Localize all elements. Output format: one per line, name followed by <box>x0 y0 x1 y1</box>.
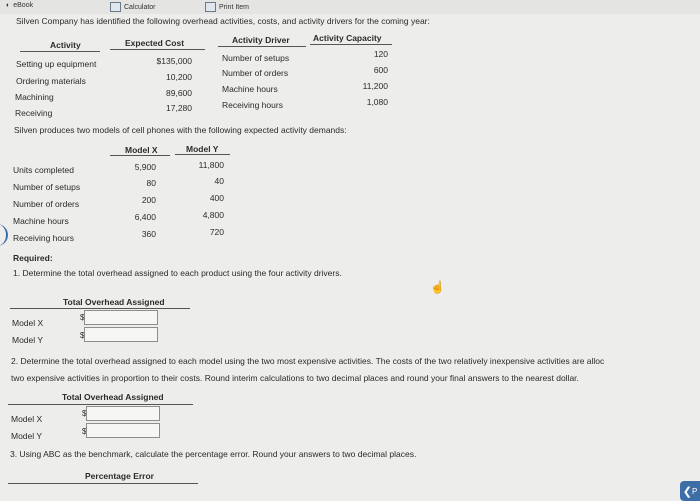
rule <box>8 483 198 484</box>
demand-label: Machine hours <box>13 216 69 226</box>
demand-label: Receiving hours <box>13 233 74 243</box>
header-model-y: Model Y <box>186 144 219 154</box>
activity-driver: Machine hours <box>222 84 278 94</box>
header-model-x: Model X <box>125 145 158 155</box>
q2-model-x-input[interactable] <box>86 406 160 421</box>
activity-name: Receiving <box>15 108 53 118</box>
q2-model-x-label: Model X <box>11 414 43 424</box>
rule <box>310 44 392 45</box>
rule <box>10 308 190 309</box>
q2-table-header: Total Overhead Assigned <box>62 392 164 402</box>
q3-text: 3. Using ABC as the benchmark, calculate the percentage error. Round your answers to two decimal places. <box>10 449 417 459</box>
activity-driver: Receiving hours <box>222 100 283 110</box>
expected-cost: 10,200 <box>166 72 192 82</box>
q2-model-x-currency: $ <box>82 409 87 418</box>
q2-model-y-currency: $ <box>82 427 87 436</box>
chevron-left-icon: ❮ <box>682 485 692 498</box>
model-y-value: 11,800 <box>198 160 224 170</box>
model-x-value: 200 <box>141 195 156 205</box>
print-item-link[interactable] <box>205 2 249 12</box>
calculator-link[interactable] <box>110 2 156 12</box>
header-activity-driver: Activity Driver <box>232 35 290 45</box>
demand-label: Number of orders <box>13 199 80 209</box>
rule <box>110 49 205 50</box>
header-activity: Activity <box>50 40 81 50</box>
print-label: Print Item <box>219 3 249 11</box>
demand-label: Number of setups <box>13 182 81 192</box>
models-intro-text: Silven produces two models of cell phones with the following expected activity demands: <box>14 125 347 135</box>
activity-driver: Number of orders <box>222 68 289 78</box>
rule <box>110 155 170 156</box>
q3-table-header: Percentage Error <box>85 471 154 481</box>
q2-text-line2: two expensive activities in proportion to their costs. Round interim calculations to two decimal places and round your final answers to the nearest dollar. <box>11 373 579 383</box>
expected-cost: 17,280 <box>166 103 192 113</box>
activity-name: Ordering materials <box>16 76 86 86</box>
activity-capacity: 120 <box>373 49 388 59</box>
next-page-label: P <box>691 486 698 496</box>
q1-table-header: Total Overhead Assigned <box>63 297 165 307</box>
q1-text: 1. Determine the total overhead assigned to each product using the four activity drivers. <box>13 268 342 278</box>
rule <box>218 46 306 47</box>
ebook-link[interactable] <box>6 2 33 9</box>
collapse-toggle[interactable] <box>0 224 8 246</box>
rule <box>8 404 193 405</box>
demand-label: Units completed <box>13 165 74 175</box>
model-y-value: 40 <box>214 176 224 186</box>
q1-model-y-currency: $ <box>80 331 85 340</box>
expected-cost: 89,600 <box>166 88 192 98</box>
intro-text: Silven Company has identified the following overhead activities, costs, and activity drivers for the coming year: <box>16 16 430 26</box>
q2-model-y-label: Model Y <box>11 431 43 441</box>
header-expected-cost: Expected Cost <box>125 38 185 48</box>
model-x-value: 5,900 <box>134 162 156 172</box>
header-activity-capacity: Activity Capacity <box>313 33 382 43</box>
activity-name: Setting up equipment <box>16 59 97 69</box>
calculator-icon <box>110 2 121 12</box>
rule <box>20 51 100 52</box>
model-y-value: 720 <box>209 227 224 237</box>
q1-model-x-label: Model X <box>12 318 44 328</box>
top-toolbar <box>0 0 700 14</box>
model-y-value: 400 <box>209 193 224 203</box>
activity-name: Machining <box>15 92 54 102</box>
required-heading: Required: <box>13 253 53 263</box>
q2-text-line1: 2. Determine the total overhead assigned to each model using the two most expensive activities. The costs of the two relatively inexpensive activities are alloc <box>11 356 605 366</box>
model-y-value: 4,800 <box>202 210 224 220</box>
print-icon <box>205 2 216 12</box>
q2-model-y-input[interactable] <box>86 423 160 438</box>
q1-model-x-currency: $ <box>80 313 85 322</box>
model-x-value: 360 <box>141 229 156 239</box>
mouse-cursor-icon: ☝ <box>430 280 445 294</box>
book-icon: ◐ <box>6 2 11 9</box>
activity-capacity: 1,080 <box>366 97 388 107</box>
model-x-value: 80 <box>146 178 156 188</box>
expected-cost: $135,000 <box>156 56 192 66</box>
calculator-label: Calculator <box>124 3 156 11</box>
next-page-button[interactable] <box>680 481 700 501</box>
q1-model-x-input[interactable] <box>84 310 158 325</box>
ebook-label: eBook <box>13 2 34 9</box>
model-x-value: 6,400 <box>134 212 156 222</box>
rule <box>175 154 230 155</box>
activity-capacity: 11,200 <box>362 81 388 91</box>
q1-model-y-input[interactable] <box>84 327 158 342</box>
activity-capacity: 600 <box>373 65 388 75</box>
q1-model-y-label: Model Y <box>12 335 44 345</box>
activity-driver: Number of setups <box>222 53 290 63</box>
